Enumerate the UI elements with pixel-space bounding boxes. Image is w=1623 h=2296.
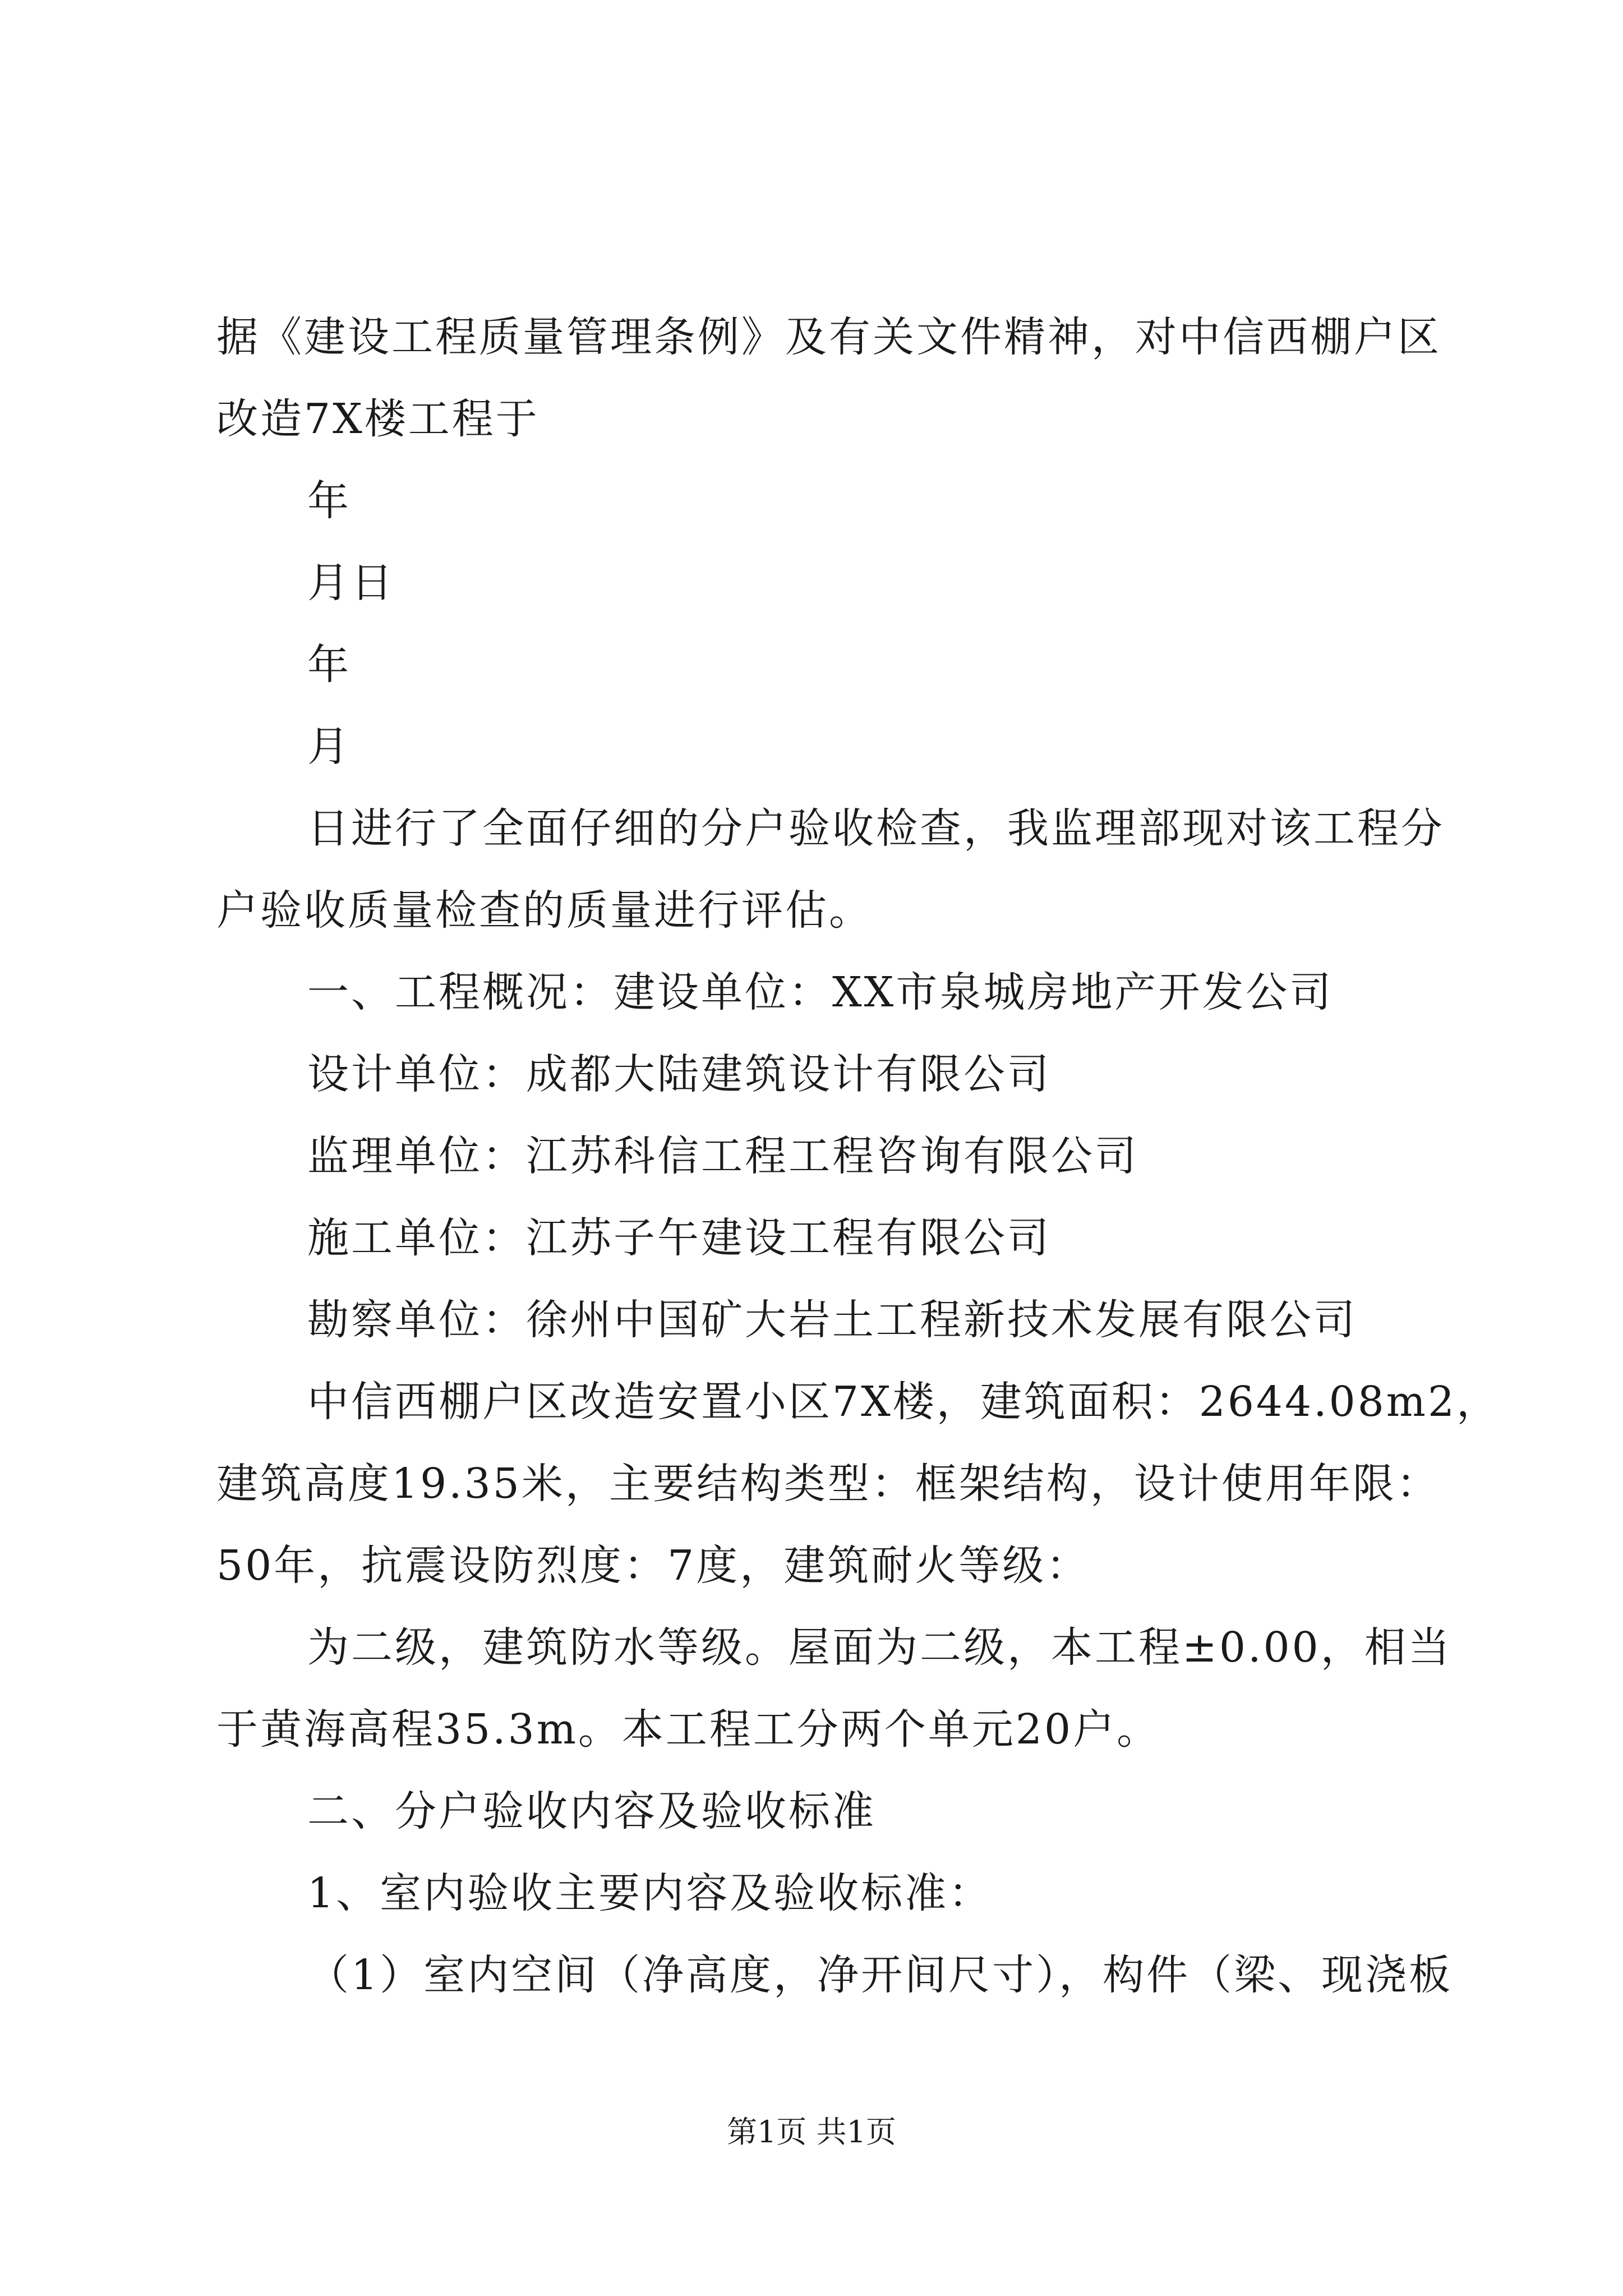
paragraph-line-4: 月日 bbox=[307, 559, 395, 607]
paragraph-line-21: （1）室内空间（净高度，净开间尺寸），构件（梁、现浇板 bbox=[307, 1951, 1453, 1999]
paragraph-line-14: 中信西棚户区改造安置小区7X楼，建筑面积：2644.08m2， bbox=[307, 1378, 1501, 1426]
paragraph-line-19: 二、分户验收内容及验收标准 bbox=[307, 1787, 876, 1835]
paragraph-line-12: 施工单位：江苏子午建设工程有限公司 bbox=[307, 1214, 1051, 1262]
paragraph-line-5: 年 bbox=[307, 641, 351, 689]
page-footer: 第1页 共1页 bbox=[727, 2114, 896, 2150]
paragraph-line-16: 50年，抗震设防烈度：7度，建筑耐火等级： bbox=[216, 1542, 1090, 1590]
paragraph-line-7: 日进行了全面仔细的分户验收检查，我监理部现对该工程分 bbox=[307, 804, 1445, 853]
paragraph-line-13: 勘察单位：徐州中国矿大岩土工程新技术发展有限公司 bbox=[307, 1296, 1357, 1344]
paragraph-line-10: 设计单位：成都大陆建筑设计有限公司 bbox=[307, 1050, 1051, 1098]
paragraph-line-2: 改造7X楼工程于 bbox=[216, 395, 540, 443]
paragraph-line-8: 户验收质量检查的质量进行评估。 bbox=[216, 886, 873, 935]
paragraph-line-9: 一、工程概况：建设单位：XX市泉城房地产开发公司 bbox=[307, 968, 1334, 1016]
paragraph-line-17: 为二级，建筑防水等级。屋面为二级，本工程±0.00，相当 bbox=[307, 1623, 1452, 1672]
paragraph-line-3: 年 bbox=[307, 477, 351, 525]
paragraph-line-6: 月 bbox=[307, 723, 351, 771]
paragraph-line-20: 1、室内验收主要内容及验收标准： bbox=[307, 1869, 993, 1917]
paragraph-line-11: 监理单位：江苏科信工程工程咨询有限公司 bbox=[307, 1132, 1138, 1180]
paragraph-line-1: 据《建设工程质量管理条例》及有关文件精神，对中信西棚户区 bbox=[216, 313, 1441, 361]
paragraph-line-18: 于黄海高程35.3m。本工程工分两个单元20户。 bbox=[216, 1705, 1161, 1754]
paragraph-line-15: 建筑高度19.35米，主要结构类型：框架结构，设计使用年限： bbox=[216, 1460, 1440, 1508]
